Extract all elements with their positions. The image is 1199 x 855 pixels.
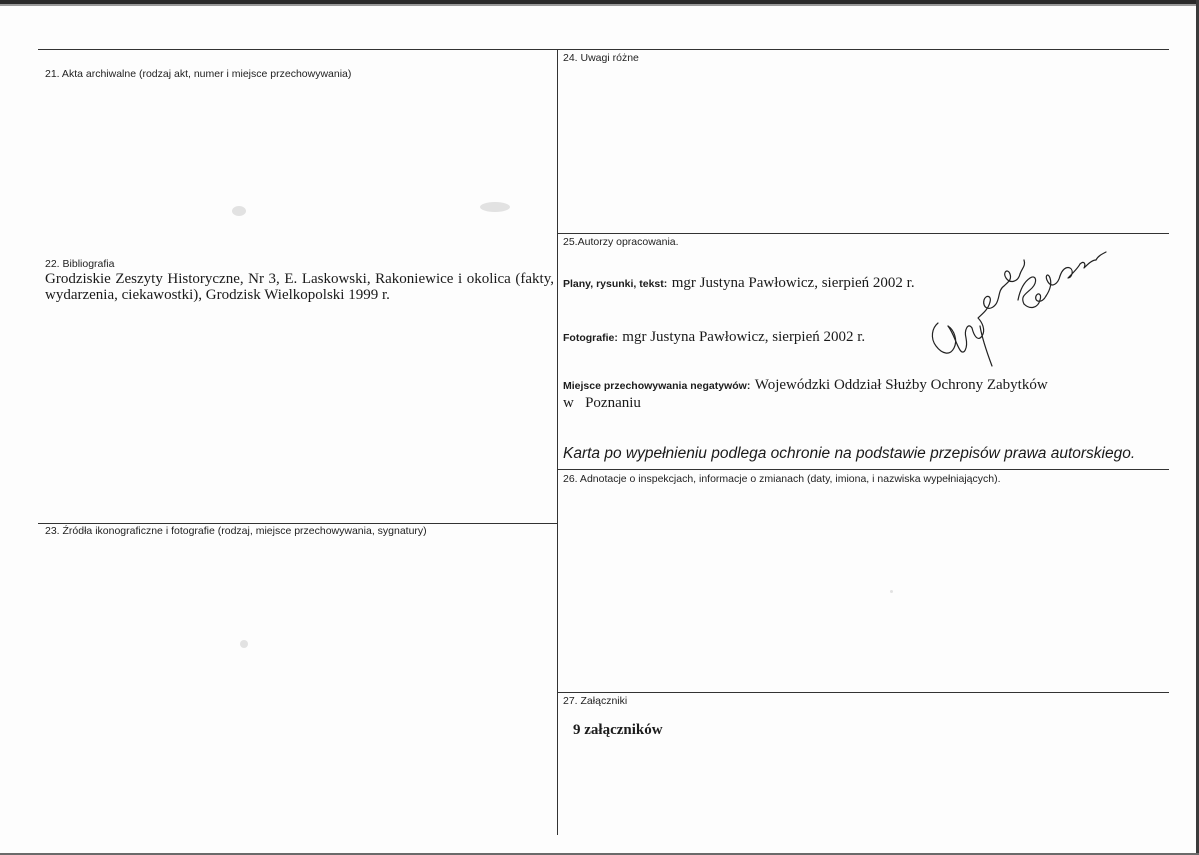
plans-colon: : bbox=[663, 278, 668, 290]
rule-above-field-23 bbox=[38, 523, 558, 524]
photos-label: Fotografie bbox=[563, 332, 615, 344]
photos-colon: : bbox=[614, 332, 618, 344]
photos-row bbox=[563, 328, 865, 346]
plans-value: mgr Justyna Pawłowicz, sierpień 2002 r. bbox=[671, 275, 915, 291]
rule-above-field-25 bbox=[557, 233, 1169, 234]
scan-speck bbox=[232, 206, 246, 216]
form-center-divider bbox=[557, 49, 558, 835]
handwritten-signature bbox=[920, 238, 1110, 378]
field-27-label: 27. Załączniki bbox=[563, 695, 628, 707]
field-23-label: 23. Źródła ikonograficzne i fotografie (rodzaj, miejsce przechowywania, sygnatury) bbox=[45, 525, 427, 537]
field-26-label: 26. Adnotacje o inspekcjach, informacje o zmianach (daty, imiona, i nazwiska wypełniających). bbox=[563, 473, 1001, 485]
plans-row bbox=[563, 274, 915, 292]
field-21-label: 21. Akta archiwalne (rodzaj akt, numer i miejsce przechowywania) bbox=[45, 68, 352, 80]
field-22-label: 22. Bibliografia bbox=[45, 258, 115, 270]
scan-speck bbox=[240, 640, 248, 648]
attachments-value: 9 załączników bbox=[573, 722, 663, 738]
plans-label: Plany, rysunki, tekst bbox=[563, 278, 664, 290]
negatives-label: Miejsce przechowywania negatywów bbox=[563, 380, 747, 392]
scan-speck bbox=[480, 202, 510, 212]
negatives-colon: : bbox=[746, 380, 751, 392]
rule-above-field-27 bbox=[557, 692, 1169, 693]
scan-speck bbox=[890, 590, 893, 593]
negatives-value-line1: Wojewódzki Oddział Służby Ochrony Zabytków bbox=[754, 377, 1048, 393]
bibliography-text: Grodziskie Zeszyty Historyczne, Nr 3, E. Laskowski, Rakoniewice i okolica (fakty, wydarzenia, ciekawostki), Grodzisk Wielkopolski 1999 r. bbox=[45, 271, 554, 303]
field-25-label: 25.Autorzy opracowania. bbox=[563, 236, 679, 248]
rule-above-field-26 bbox=[557, 469, 1169, 470]
copyright-notice: Karta po wypełnieniu podlega ochronie na podstawie przepisów prawa autorskiego. bbox=[563, 445, 1136, 462]
scan-edge-top-shadow bbox=[0, 4, 1199, 6]
photos-value: mgr Justyna Pawłowicz, sierpień 2002 r. bbox=[622, 329, 866, 345]
negatives-value-line2: w Poznaniu bbox=[563, 395, 641, 411]
field-24-label: 24. Uwagi różne bbox=[563, 52, 639, 64]
form-top-rule bbox=[38, 49, 1169, 50]
negatives-row bbox=[563, 376, 1123, 394]
